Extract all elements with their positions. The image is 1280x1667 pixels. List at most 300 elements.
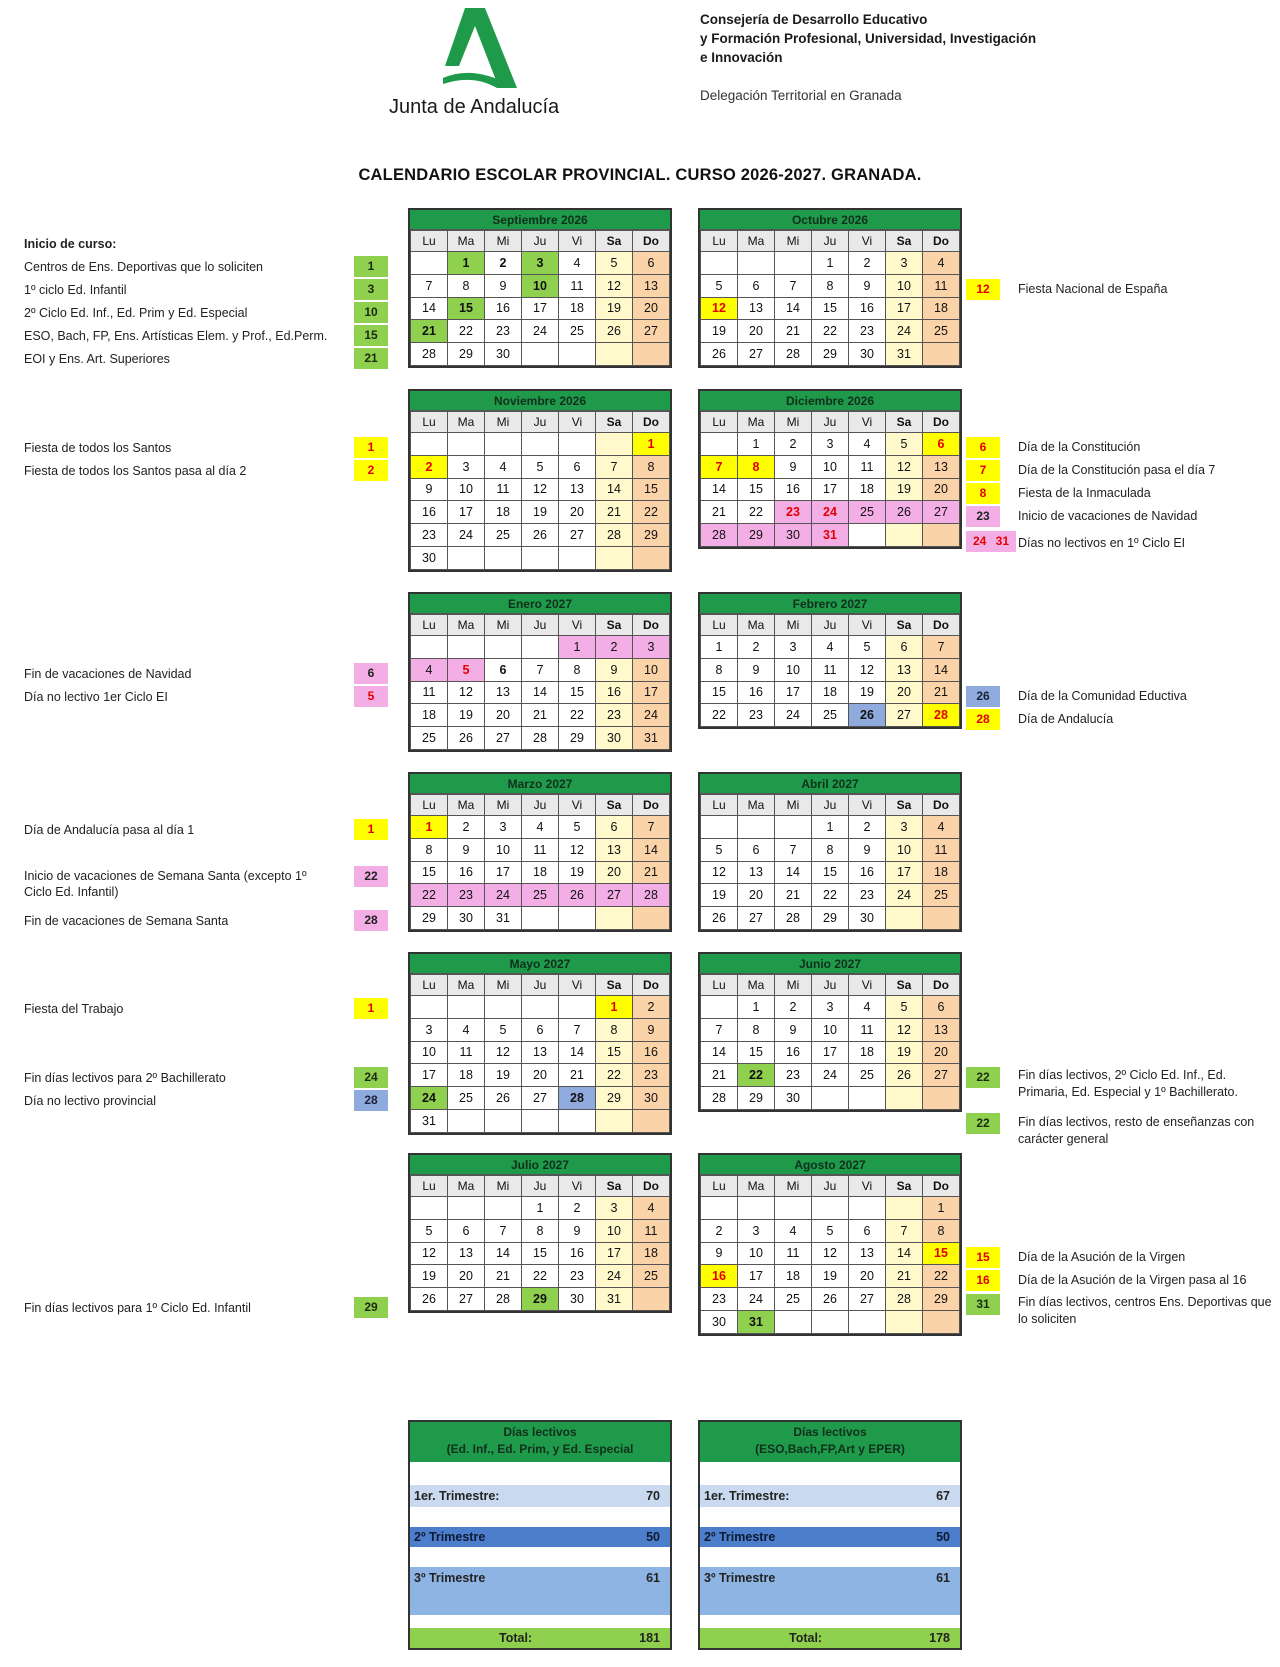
day-cell: 24: [886, 884, 923, 907]
day-cell: 13: [485, 681, 522, 704]
day-cell: 14: [775, 861, 812, 884]
day-cell: 30: [559, 1288, 596, 1311]
empty-cell: [886, 1197, 923, 1220]
empty-cell: [849, 1087, 886, 1110]
day-cell: 5: [849, 636, 886, 659]
empty-cell: [775, 1310, 812, 1333]
day-cell: 23: [596, 704, 633, 727]
empty-cell: [849, 524, 886, 547]
junta-andalucia-logo-icon: [435, 8, 525, 90]
legend-badge: 22: [966, 1067, 1000, 1088]
day-cell: 7: [522, 658, 559, 681]
day-cell: 9: [448, 838, 485, 861]
day-cell: 7: [923, 636, 960, 659]
day-cell: 6: [923, 996, 960, 1019]
day-cell: 15: [633, 478, 670, 501]
day-cell: 7: [701, 1018, 738, 1041]
weekday-header: Sa: [886, 975, 923, 996]
empty-cell: [596, 433, 633, 456]
day-cell: 6: [886, 636, 923, 659]
day-cell: 26: [701, 907, 738, 930]
day-cell: 19: [411, 1265, 448, 1288]
day-cell: 18: [849, 1041, 886, 1064]
day-cell: 5: [596, 252, 633, 275]
day-cell: 18: [849, 478, 886, 501]
day-cell: 1: [633, 433, 670, 456]
day-cell: 13: [923, 1018, 960, 1041]
legend-badge: 28: [354, 1090, 388, 1111]
weekday-header: Vi: [559, 615, 596, 636]
weekday-header: Mi: [485, 231, 522, 252]
day-cell: 14: [485, 1242, 522, 1265]
empty-cell: [738, 1197, 775, 1220]
day-cell: 16: [596, 681, 633, 704]
day-cell: 18: [522, 861, 559, 884]
empty-cell: [738, 252, 775, 275]
day-cell: 23: [775, 1064, 812, 1087]
day-cell: 25: [411, 727, 448, 750]
weekday-header: Ma: [738, 1176, 775, 1197]
day-cell: 27: [849, 1288, 886, 1311]
legend-badge: 8: [966, 483, 1000, 504]
weekday-header: Mi: [485, 412, 522, 433]
day-cell: 29: [522, 1288, 559, 1311]
day-cell: 22: [923, 1265, 960, 1288]
day-cell: 17: [886, 297, 923, 320]
weekday-header: Ju: [812, 795, 849, 816]
day-cell: 6: [738, 274, 775, 297]
legend-text: Inicio de vacaciones de Navidad: [1018, 509, 1198, 523]
empty-cell: [596, 1109, 633, 1132]
weekday-header: Lu: [701, 1176, 738, 1197]
day-cell: 29: [596, 1087, 633, 1110]
day-cell: 9: [596, 658, 633, 681]
day-cell: 12: [849, 658, 886, 681]
day-cell: 4: [775, 1219, 812, 1242]
day-cell: 23: [448, 884, 485, 907]
day-cell: 20: [886, 681, 923, 704]
weekday-header: Do: [923, 975, 960, 996]
empty-cell: [701, 433, 738, 456]
day-cell: 27: [633, 320, 670, 343]
day-cell: 8: [812, 274, 849, 297]
day-cell: 25: [522, 884, 559, 907]
weekday-header: Ju: [522, 795, 559, 816]
weekday-header: Mi: [775, 795, 812, 816]
day-cell: 4: [522, 816, 559, 839]
weekday-header: Lu: [701, 231, 738, 252]
month-title: Septiembre 2026: [410, 210, 670, 230]
summary-row-total: Total: 181: [410, 1628, 670, 1648]
day-cell: 29: [559, 727, 596, 750]
weekday-header: Ma: [448, 231, 485, 252]
legend-badge: 31: [966, 1294, 1000, 1315]
weekday-header: Do: [633, 412, 670, 433]
day-cell: 29: [448, 343, 485, 366]
day-cell: 29: [812, 343, 849, 366]
month-calendar: [408, 772, 672, 932]
day-cell: 31: [812, 524, 849, 547]
day-cell: 14: [886, 1242, 923, 1265]
day-cell: 18: [633, 1242, 670, 1265]
weekday-header: Vi: [849, 795, 886, 816]
day-cell: 1: [522, 1197, 559, 1220]
empty-cell: [633, 343, 670, 366]
day-cell: 31: [596, 1288, 633, 1311]
month-title: Octubre 2026: [700, 210, 960, 230]
day-cell: 25: [849, 501, 886, 524]
summary-row-t1: 1er. Trimestre: 70: [410, 1485, 670, 1507]
weekday-header: Ma: [738, 412, 775, 433]
weekday-header: Do: [923, 412, 960, 433]
day-cell: 12: [448, 681, 485, 704]
empty-cell: [701, 816, 738, 839]
day-cell: 28: [775, 907, 812, 930]
day-cell: 21: [596, 501, 633, 524]
legend-badge: 24 31: [966, 531, 1016, 552]
empty-cell: [559, 996, 596, 1019]
day-cell: 3: [886, 816, 923, 839]
legend-badge: 5: [354, 686, 388, 707]
weekday-header: Ju: [812, 1176, 849, 1197]
day-cell: 2: [411, 455, 448, 478]
legend-text: Fin días lectivos, resto de enseñanzas con carácter general: [1018, 1115, 1255, 1146]
empty-cell: [775, 252, 812, 275]
weekday-header: Ju: [812, 615, 849, 636]
day-cell: 25: [812, 704, 849, 727]
day-cell: 20: [923, 478, 960, 501]
day-cell: 4: [923, 252, 960, 275]
month-grid: [410, 230, 670, 366]
day-cell: 28: [411, 343, 448, 366]
day-cell: 20: [485, 704, 522, 727]
day-cell: 30: [448, 907, 485, 930]
day-cell: 8: [923, 1219, 960, 1242]
empty-cell: [633, 546, 670, 569]
logo-text: Junta de Andalucía: [389, 96, 560, 118]
day-cell: 10: [485, 838, 522, 861]
day-cell: 15: [596, 1041, 633, 1064]
day-cell: 27: [596, 884, 633, 907]
day-cell: 19: [812, 1265, 849, 1288]
day-cell: 13: [923, 455, 960, 478]
day-cell: 12: [596, 274, 633, 297]
legend-badge: 29: [354, 1297, 388, 1318]
day-cell: 5: [701, 274, 738, 297]
weekday-header: Sa: [886, 412, 923, 433]
month-calendar: [408, 208, 672, 368]
day-cell: 2: [559, 1197, 596, 1220]
month-grid: [700, 974, 960, 1110]
month-title: Febrero 2027: [700, 594, 960, 614]
day-cell: 18: [411, 704, 448, 727]
weekday-header: Sa: [886, 231, 923, 252]
legend-badge: 7: [966, 460, 1000, 481]
day-cell: 18: [559, 297, 596, 320]
legend-badge: 15: [966, 1247, 1000, 1268]
day-cell: 12: [701, 297, 738, 320]
day-cell: 8: [701, 658, 738, 681]
day-cell: 5: [522, 455, 559, 478]
weekday-header: Mi: [485, 1176, 522, 1197]
day-cell: 9: [559, 1219, 596, 1242]
day-cell: 20: [738, 884, 775, 907]
empty-cell: [448, 546, 485, 569]
weekday-header: Ma: [448, 615, 485, 636]
empty-cell: [411, 636, 448, 659]
day-cell: 8: [738, 1018, 775, 1041]
month-calendar: [408, 592, 672, 752]
day-cell: 27: [559, 524, 596, 547]
legend-badge: 2: [354, 460, 388, 481]
day-cell: 25: [923, 320, 960, 343]
day-cell: 22: [738, 1064, 775, 1087]
legend-text: Fiesta del Trabajo: [24, 1002, 124, 1016]
empty-cell: [522, 546, 559, 569]
weekday-header: Lu: [411, 615, 448, 636]
day-cell: 24: [411, 1087, 448, 1110]
day-cell: 23: [738, 704, 775, 727]
day-cell: 6: [849, 1219, 886, 1242]
legend-badge: 24: [354, 1067, 388, 1088]
day-cell: 13: [849, 1242, 886, 1265]
day-cell: 16: [701, 1265, 738, 1288]
day-cell: 30: [849, 907, 886, 930]
day-cell: 21: [886, 1265, 923, 1288]
day-cell: 29: [738, 524, 775, 547]
day-cell: 24: [522, 320, 559, 343]
day-cell: 22: [812, 884, 849, 907]
weekday-header: Sa: [886, 1176, 923, 1197]
legend-text: Día de Andalucía pasa al día 1: [24, 823, 195, 837]
legend-text: Día no lectivo 1er Ciclo EI: [24, 690, 168, 704]
day-cell: 2: [633, 996, 670, 1019]
day-cell: 30: [701, 1310, 738, 1333]
day-cell: 12: [886, 1018, 923, 1041]
day-cell: 22: [701, 704, 738, 727]
empty-cell: [559, 546, 596, 569]
weekday-header: Mi: [775, 615, 812, 636]
day-cell: 3: [886, 252, 923, 275]
empty-cell: [485, 1197, 522, 1220]
legend-badge: 6: [354, 663, 388, 684]
legend-text: Día de la Constitución: [1018, 440, 1141, 454]
empty-cell: [812, 1310, 849, 1333]
empty-cell: [596, 546, 633, 569]
day-cell: 27: [485, 727, 522, 750]
weekday-header: Mi: [775, 1176, 812, 1197]
day-cell: 8: [559, 658, 596, 681]
day-cell: 21: [559, 1064, 596, 1087]
day-cell: 11: [775, 1242, 812, 1265]
day-cell: 1: [701, 636, 738, 659]
day-cell: 28: [633, 884, 670, 907]
day-cell: 30: [775, 524, 812, 547]
day-cell: 23: [559, 1265, 596, 1288]
empty-cell: [522, 907, 559, 930]
month-grid: [700, 230, 960, 366]
day-cell: 3: [812, 996, 849, 1019]
day-cell: 11: [559, 274, 596, 297]
month-title: Noviembre 2026: [410, 391, 670, 411]
day-cell: 20: [522, 1064, 559, 1087]
month-title: Abril 2027: [700, 774, 960, 794]
day-cell: 16: [411, 501, 448, 524]
empty-cell: [522, 1109, 559, 1132]
day-cell: 13: [886, 658, 923, 681]
day-cell: 10: [633, 658, 670, 681]
empty-cell: [923, 907, 960, 930]
legend-text: Fin de vacaciones de Semana Santa: [24, 914, 229, 928]
empty-cell: [522, 996, 559, 1019]
empty-cell: [485, 546, 522, 569]
day-cell: 11: [849, 1018, 886, 1041]
day-cell: 11: [485, 478, 522, 501]
day-cell: 7: [485, 1219, 522, 1242]
day-cell: 6: [633, 252, 670, 275]
day-cell: 22: [448, 320, 485, 343]
day-cell: 8: [522, 1219, 559, 1242]
month-calendar: [698, 208, 962, 368]
day-cell: 21: [411, 320, 448, 343]
legend-badge: 15: [354, 325, 388, 346]
weekday-header: Ju: [522, 412, 559, 433]
day-cell: 19: [522, 501, 559, 524]
summary-row-t2: 2º Trimestre 50: [700, 1527, 960, 1547]
day-cell: 14: [701, 478, 738, 501]
day-cell: 1: [812, 816, 849, 839]
weekday-header: Vi: [559, 231, 596, 252]
day-cell: 20: [633, 297, 670, 320]
empty-cell: [886, 524, 923, 547]
empty-cell: [559, 907, 596, 930]
empty-cell: [448, 1197, 485, 1220]
day-cell: 11: [849, 455, 886, 478]
day-cell: 20: [738, 320, 775, 343]
month-grid: [410, 614, 670, 750]
day-cell: 6: [485, 658, 522, 681]
day-cell: 13: [633, 274, 670, 297]
day-cell: 2: [701, 1219, 738, 1242]
day-cell: 15: [522, 1242, 559, 1265]
day-cell: 27: [923, 1064, 960, 1087]
month-grid: [410, 974, 670, 1133]
legend-badge: 1: [354, 256, 388, 277]
day-cell: 3: [775, 636, 812, 659]
day-cell: 24: [775, 704, 812, 727]
day-cell: 3: [448, 455, 485, 478]
weekday-header: Ma: [448, 795, 485, 816]
weekday-header: Sa: [886, 795, 923, 816]
day-cell: 6: [923, 433, 960, 456]
day-cell: 19: [448, 704, 485, 727]
month-calendar: [698, 389, 962, 549]
day-cell: 3: [522, 252, 559, 275]
day-cell: 24: [596, 1265, 633, 1288]
month-calendar: [408, 389, 672, 572]
empty-cell: [559, 1109, 596, 1132]
day-cell: 17: [485, 861, 522, 884]
day-cell: 29: [738, 1087, 775, 1110]
day-cell: 4: [812, 636, 849, 659]
day-cell: 24: [812, 501, 849, 524]
day-cell: 11: [448, 1041, 485, 1064]
day-cell: 1: [596, 996, 633, 1019]
day-cell: 6: [448, 1219, 485, 1242]
weekday-header: Lu: [411, 795, 448, 816]
day-cell: 21: [633, 861, 670, 884]
weekday-header: Ma: [738, 795, 775, 816]
day-cell: 31: [411, 1109, 448, 1132]
day-cell: 17: [411, 1064, 448, 1087]
legend-badge: 1: [354, 437, 388, 458]
weekday-header: Ma: [738, 615, 775, 636]
weekday-header: Vi: [849, 975, 886, 996]
empty-cell: [485, 1109, 522, 1132]
day-cell: 16: [485, 297, 522, 320]
day-cell: 2: [596, 636, 633, 659]
day-cell: 2: [849, 252, 886, 275]
summary-row-t3: 3º Trimestre 61: [700, 1567, 960, 1615]
weekday-header: Sa: [596, 615, 633, 636]
day-cell: 20: [923, 1041, 960, 1064]
day-cell: 16: [849, 297, 886, 320]
empty-cell: [923, 1310, 960, 1333]
legend-heading: Inicio de curso:: [24, 237, 117, 251]
day-cell: 13: [738, 861, 775, 884]
legend-badge: 1: [354, 819, 388, 840]
day-cell: 12: [559, 838, 596, 861]
day-cell: 10: [812, 455, 849, 478]
day-cell: 18: [812, 681, 849, 704]
day-cell: 1: [812, 252, 849, 275]
weekday-header: Lu: [701, 412, 738, 433]
weekday-header: Vi: [849, 231, 886, 252]
day-cell: 15: [701, 681, 738, 704]
legend-badge: 22: [966, 1113, 1000, 1134]
day-cell: 30: [633, 1087, 670, 1110]
weekday-header: Ju: [812, 412, 849, 433]
day-cell: 16: [448, 861, 485, 884]
legend-badge: 6: [966, 437, 1000, 458]
empty-cell: [923, 1087, 960, 1110]
weekday-header: Vi: [559, 795, 596, 816]
day-cell: 2: [485, 252, 522, 275]
weekday-header: Mi: [485, 615, 522, 636]
weekday-header: Do: [633, 975, 670, 996]
weekday-header: Ju: [812, 975, 849, 996]
weekday-header: Do: [633, 1176, 670, 1197]
day-cell: 7: [701, 455, 738, 478]
day-cell: 19: [701, 320, 738, 343]
day-cell: 26: [849, 704, 886, 727]
empty-cell: [485, 433, 522, 456]
day-cell: 3: [596, 1197, 633, 1220]
day-cell: 26: [448, 727, 485, 750]
month-grid: [410, 794, 670, 930]
legend-text: Fiesta Nacional de España: [1018, 282, 1168, 296]
day-cell: 5: [701, 838, 738, 861]
day-cell: 4: [923, 816, 960, 839]
day-cell: 1: [923, 1197, 960, 1220]
day-cell: 20: [596, 861, 633, 884]
day-cell: 8: [738, 455, 775, 478]
day-cell: 17: [738, 1265, 775, 1288]
day-cell: 11: [812, 658, 849, 681]
day-cell: 28: [886, 1288, 923, 1311]
day-cell: 28: [701, 1087, 738, 1110]
day-cell: 19: [559, 861, 596, 884]
